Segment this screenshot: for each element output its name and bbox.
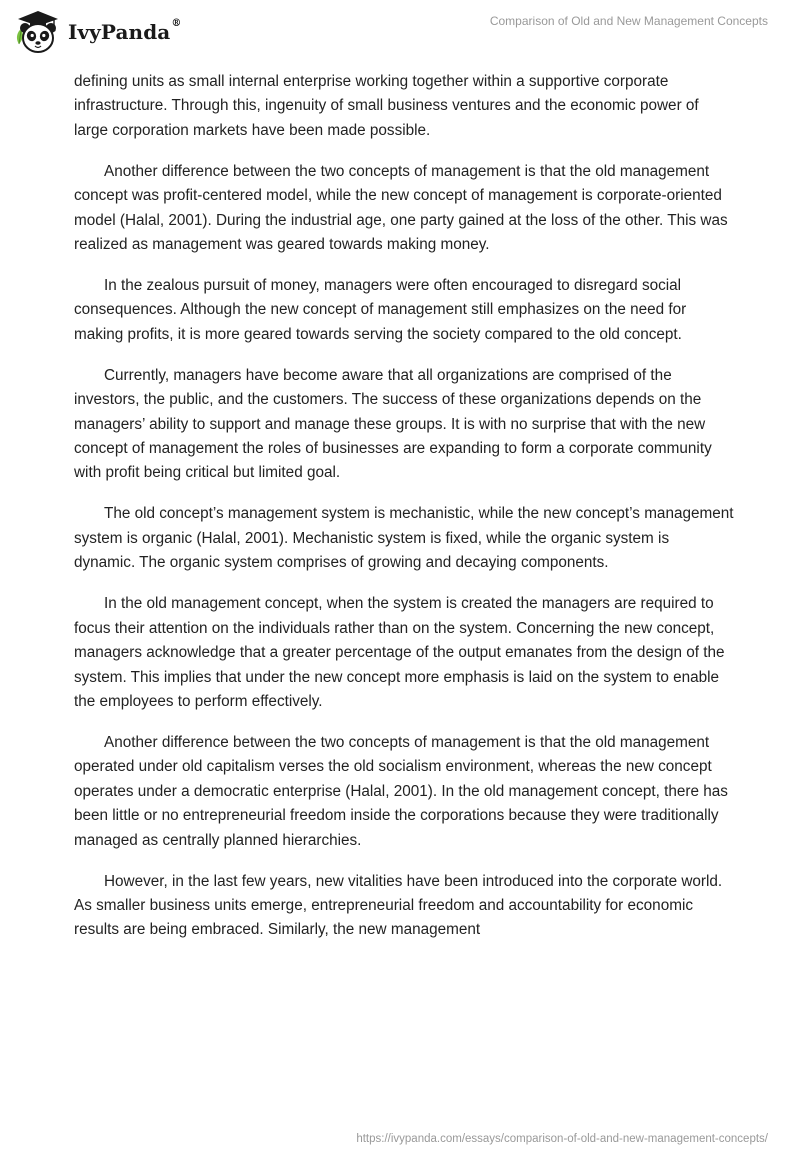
brand-name: IvyPanda bbox=[68, 20, 171, 44]
page-header bbox=[0, 0, 800, 62]
panda-graduate-icon bbox=[14, 9, 62, 55]
paragraph: Currently, managers have become aware that all organizations are comprised of the investors, the public, and the customers. The success of these organizations depends on the managers’ ability to support and manage these groups. It is with no surprise that with the new concept of management the roles of businesses are expanding to form a corporate community with profit being critical but limited goal. bbox=[74, 366, 712, 482]
paragraph: However, in the last few years, new vitalities have been introduced into the corporate world. As smaller business units emerge, entrepreneurial freedom and accountability for economic results are being embraced. Similarly, the new management bbox=[74, 872, 723, 939]
paragraph: Another difference between the two concepts of management is that the old management concept was profit-centered model, while the new concept of management is corporate-oriented model (Halal, 2001). During the industrial age, one party gained at the loss of the other. This was realized as management was geared towards making money. bbox=[74, 162, 728, 254]
essay-body bbox=[74, 70, 734, 959]
logo-wordmark bbox=[68, 20, 181, 44]
registered-mark: ® bbox=[171, 18, 182, 29]
paragraph: In the zealous pursuit of money, managers were often encouraged to disregard social consequences. Although the new concept of management still emphasizes on the need for making profits, it is more geared towards serving the society compared to the old concept. bbox=[74, 277, 687, 343]
ivypanda-logo[interactable] bbox=[14, 8, 181, 56]
source-url[interactable]: https://ivypanda.com/essays/comparison-of-old-and-new-management-concepts/ bbox=[356, 1133, 768, 1145]
paragraph: Another difference between the two concepts of management is that the old management operated under old capitalism verses the old socialism environment, whereas the new concept operates under a democratic enterprise (Halal, 2001). In the old management concept, there has been little or no entrepreneurial freedom inside the corporations because they were traditionally managed as centrally planned hierarchies. bbox=[74, 733, 728, 849]
paragraph: defining units as small internal enterprise working together within a supportive corporate infrastructure. Through this, ingenuity of small business ventures and the economic power of large corporation markets have been made possible. bbox=[74, 73, 699, 139]
paragraph: The old concept’s management system is mechanistic, while the new concept’s management system is organic (Halal, 2001). Mechanistic system is fixed, while the organic system is dynamic. The organic system comprises of growing and decaying components. bbox=[74, 505, 734, 572]
paragraph: In the old management concept, when the system is created the managers are required to focus their attention on the individuals rather than on the system. Concerning the new concept, managers acknowledge that a greater percentage of the output emanates from the design of the system. This implies that under the new concept more emphasis is laid on the system to enable the employees to perform effectively. bbox=[74, 595, 725, 710]
document-title: Comparison of Old and New Management Concepts bbox=[489, 14, 768, 28]
